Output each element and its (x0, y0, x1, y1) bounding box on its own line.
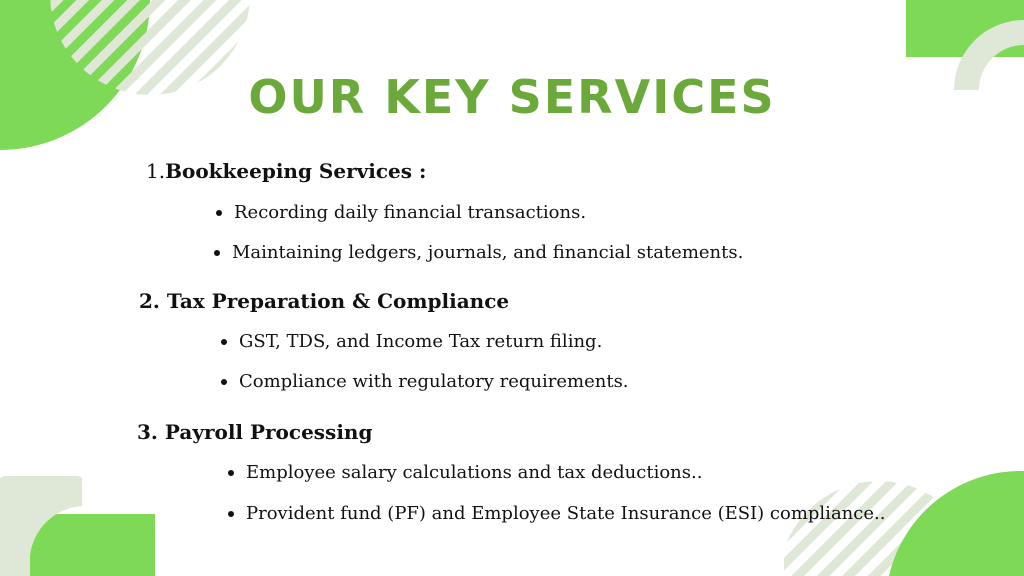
bullet-dot-icon (228, 470, 234, 476)
bullet-dot-icon (221, 339, 227, 345)
section-number: 2. (139, 289, 160, 313)
section-number: 1. (146, 159, 166, 183)
section-heading-bookkeeping (146, 159, 426, 183)
bullet-dot-icon (221, 379, 227, 385)
section-number: 3. (137, 420, 158, 444)
list-item: Employee salary calculations and tax deductions.. (228, 462, 702, 483)
list-item: Compliance with regulatory requirements. (221, 371, 629, 392)
section-heading-payroll (137, 420, 372, 444)
bullet-dot-icon (228, 511, 234, 517)
list-item: GST, TDS, and Income Tax return filing. (221, 331, 602, 352)
bullet-dot-icon (214, 250, 220, 256)
section-title: Tax Preparation & Compliance (166, 289, 510, 313)
page-title: OUR KEY SERVICES (248, 70, 776, 124)
bullet-dot-icon (216, 210, 222, 216)
bottom-left-decoration (0, 476, 160, 576)
list-item: Recording daily financial transactions. (216, 202, 586, 223)
section-title: Payroll Processing (164, 420, 373, 444)
list-item: Maintaining ledgers, journals, and financial statements. (214, 242, 743, 263)
section-heading-tax (139, 289, 509, 313)
list-item: Provident fund (PF) and Employee State Insurance (ESI) compliance.. (228, 503, 885, 524)
section-title: Bookkeeping Services : (165, 159, 427, 183)
